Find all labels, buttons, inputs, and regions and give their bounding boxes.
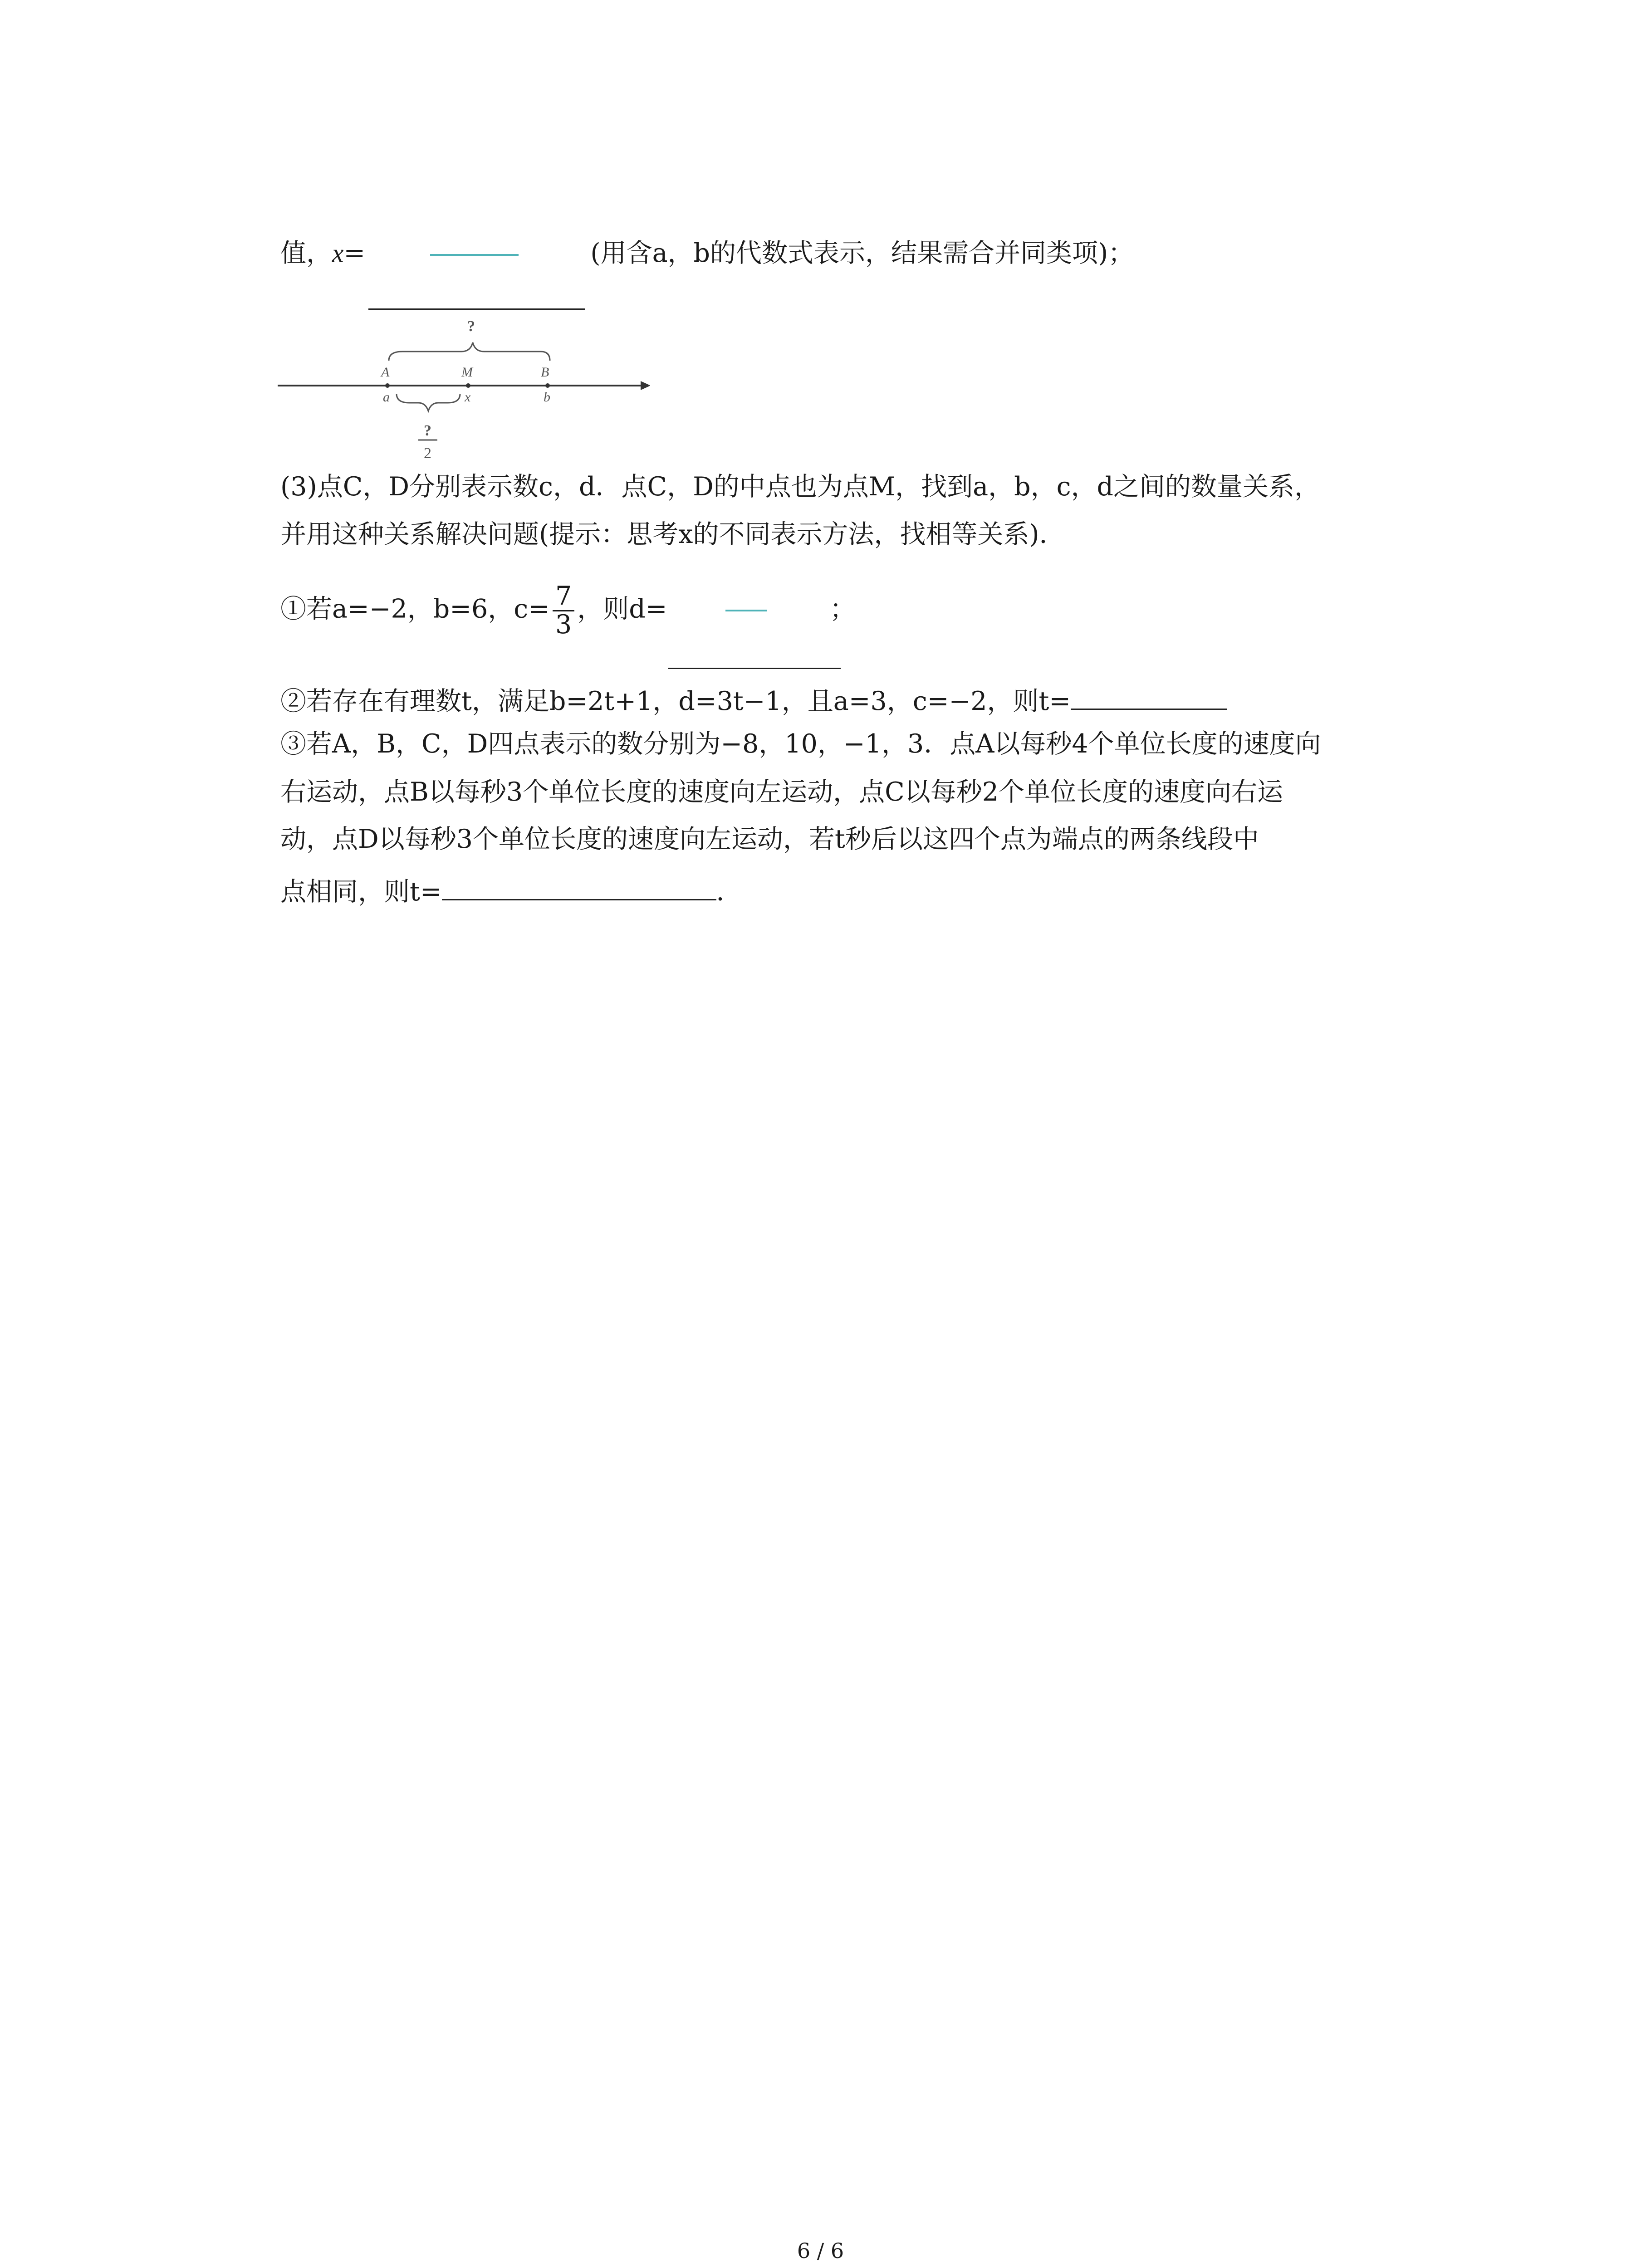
q1-text-before: ①若a=−2，b=6，c= <box>280 594 550 624</box>
part3-line2: 并用这种关系解决问题(提示：思考x的不同表示方法，找相等关系)． <box>280 519 1065 549</box>
q1-text-after: ，则d= <box>577 594 667 624</box>
fraction-seven-thirds <box>553 583 574 639</box>
point-label-b: B <box>541 365 549 380</box>
bottom-fraction-denominator: 2 <box>424 445 431 462</box>
answer-blank-t1[interactable] <box>1071 683 1227 710</box>
answer-blank-x[interactable] <box>430 254 519 256</box>
question-1 <box>280 583 856 639</box>
answer-underline-x <box>368 308 585 310</box>
value-label-a: a <box>383 390 390 405</box>
line1-hint: (用含a，b的代数式表示，结果需合并同类项)； <box>590 238 1134 268</box>
line1-prefix: 值， <box>280 238 332 268</box>
answer-line-x <box>280 240 1134 266</box>
value-label-b: b <box>544 390 550 405</box>
part3-line1: (3)点C，D分别表示数c，d．点C，D的中点也为点M，找到a，b，c，d之间的数量关系， <box>280 472 1321 502</box>
variable-x: x <box>332 239 344 268</box>
value-label-x: x <box>465 390 471 405</box>
q1-end: ； <box>829 594 856 624</box>
point-label-m: M <box>461 365 473 380</box>
equals-sign: = <box>343 238 366 268</box>
answer-underline-d <box>668 668 841 669</box>
q3-line1: ③若A，B，C，D四点表示的数分别为−8，10，−1，3．点A以每秒4个单位长度的速度向 <box>280 729 1321 759</box>
page-number: 6 / 6 <box>797 2239 844 2263</box>
q3-line4 <box>280 873 742 905</box>
number-line-diagram <box>278 318 650 463</box>
q3-line3: 动，点D以每秒3个单位长度的速度向左运动，若t秒后以这四个点为端点的两条线段中 <box>280 824 1259 854</box>
bottom-fraction-numerator: ? <box>424 422 431 439</box>
point-label-a: A <box>381 365 390 380</box>
q3-line4-end: ． <box>716 877 742 907</box>
q1-frac-den: 3 <box>555 609 572 640</box>
q3-line4-prefix: 点相同，则t= <box>280 877 442 907</box>
answer-blank-d[interactable] <box>725 610 767 611</box>
q2-text: ②若存在有理数t，满足b=2t+1，d=3t−1，且a=3，c=−2，则t= <box>280 686 1071 716</box>
q1-frac-num: 7 <box>553 583 574 611</box>
question-2 <box>280 683 1227 714</box>
top-question-mark: ? <box>467 318 475 335</box>
answer-blank-t2[interactable] <box>442 873 716 900</box>
q3-line2: 右运动，点B以每秒3个单位长度的速度向左运动，点C以每秒2个单位长度的速度向右运 <box>280 777 1283 807</box>
